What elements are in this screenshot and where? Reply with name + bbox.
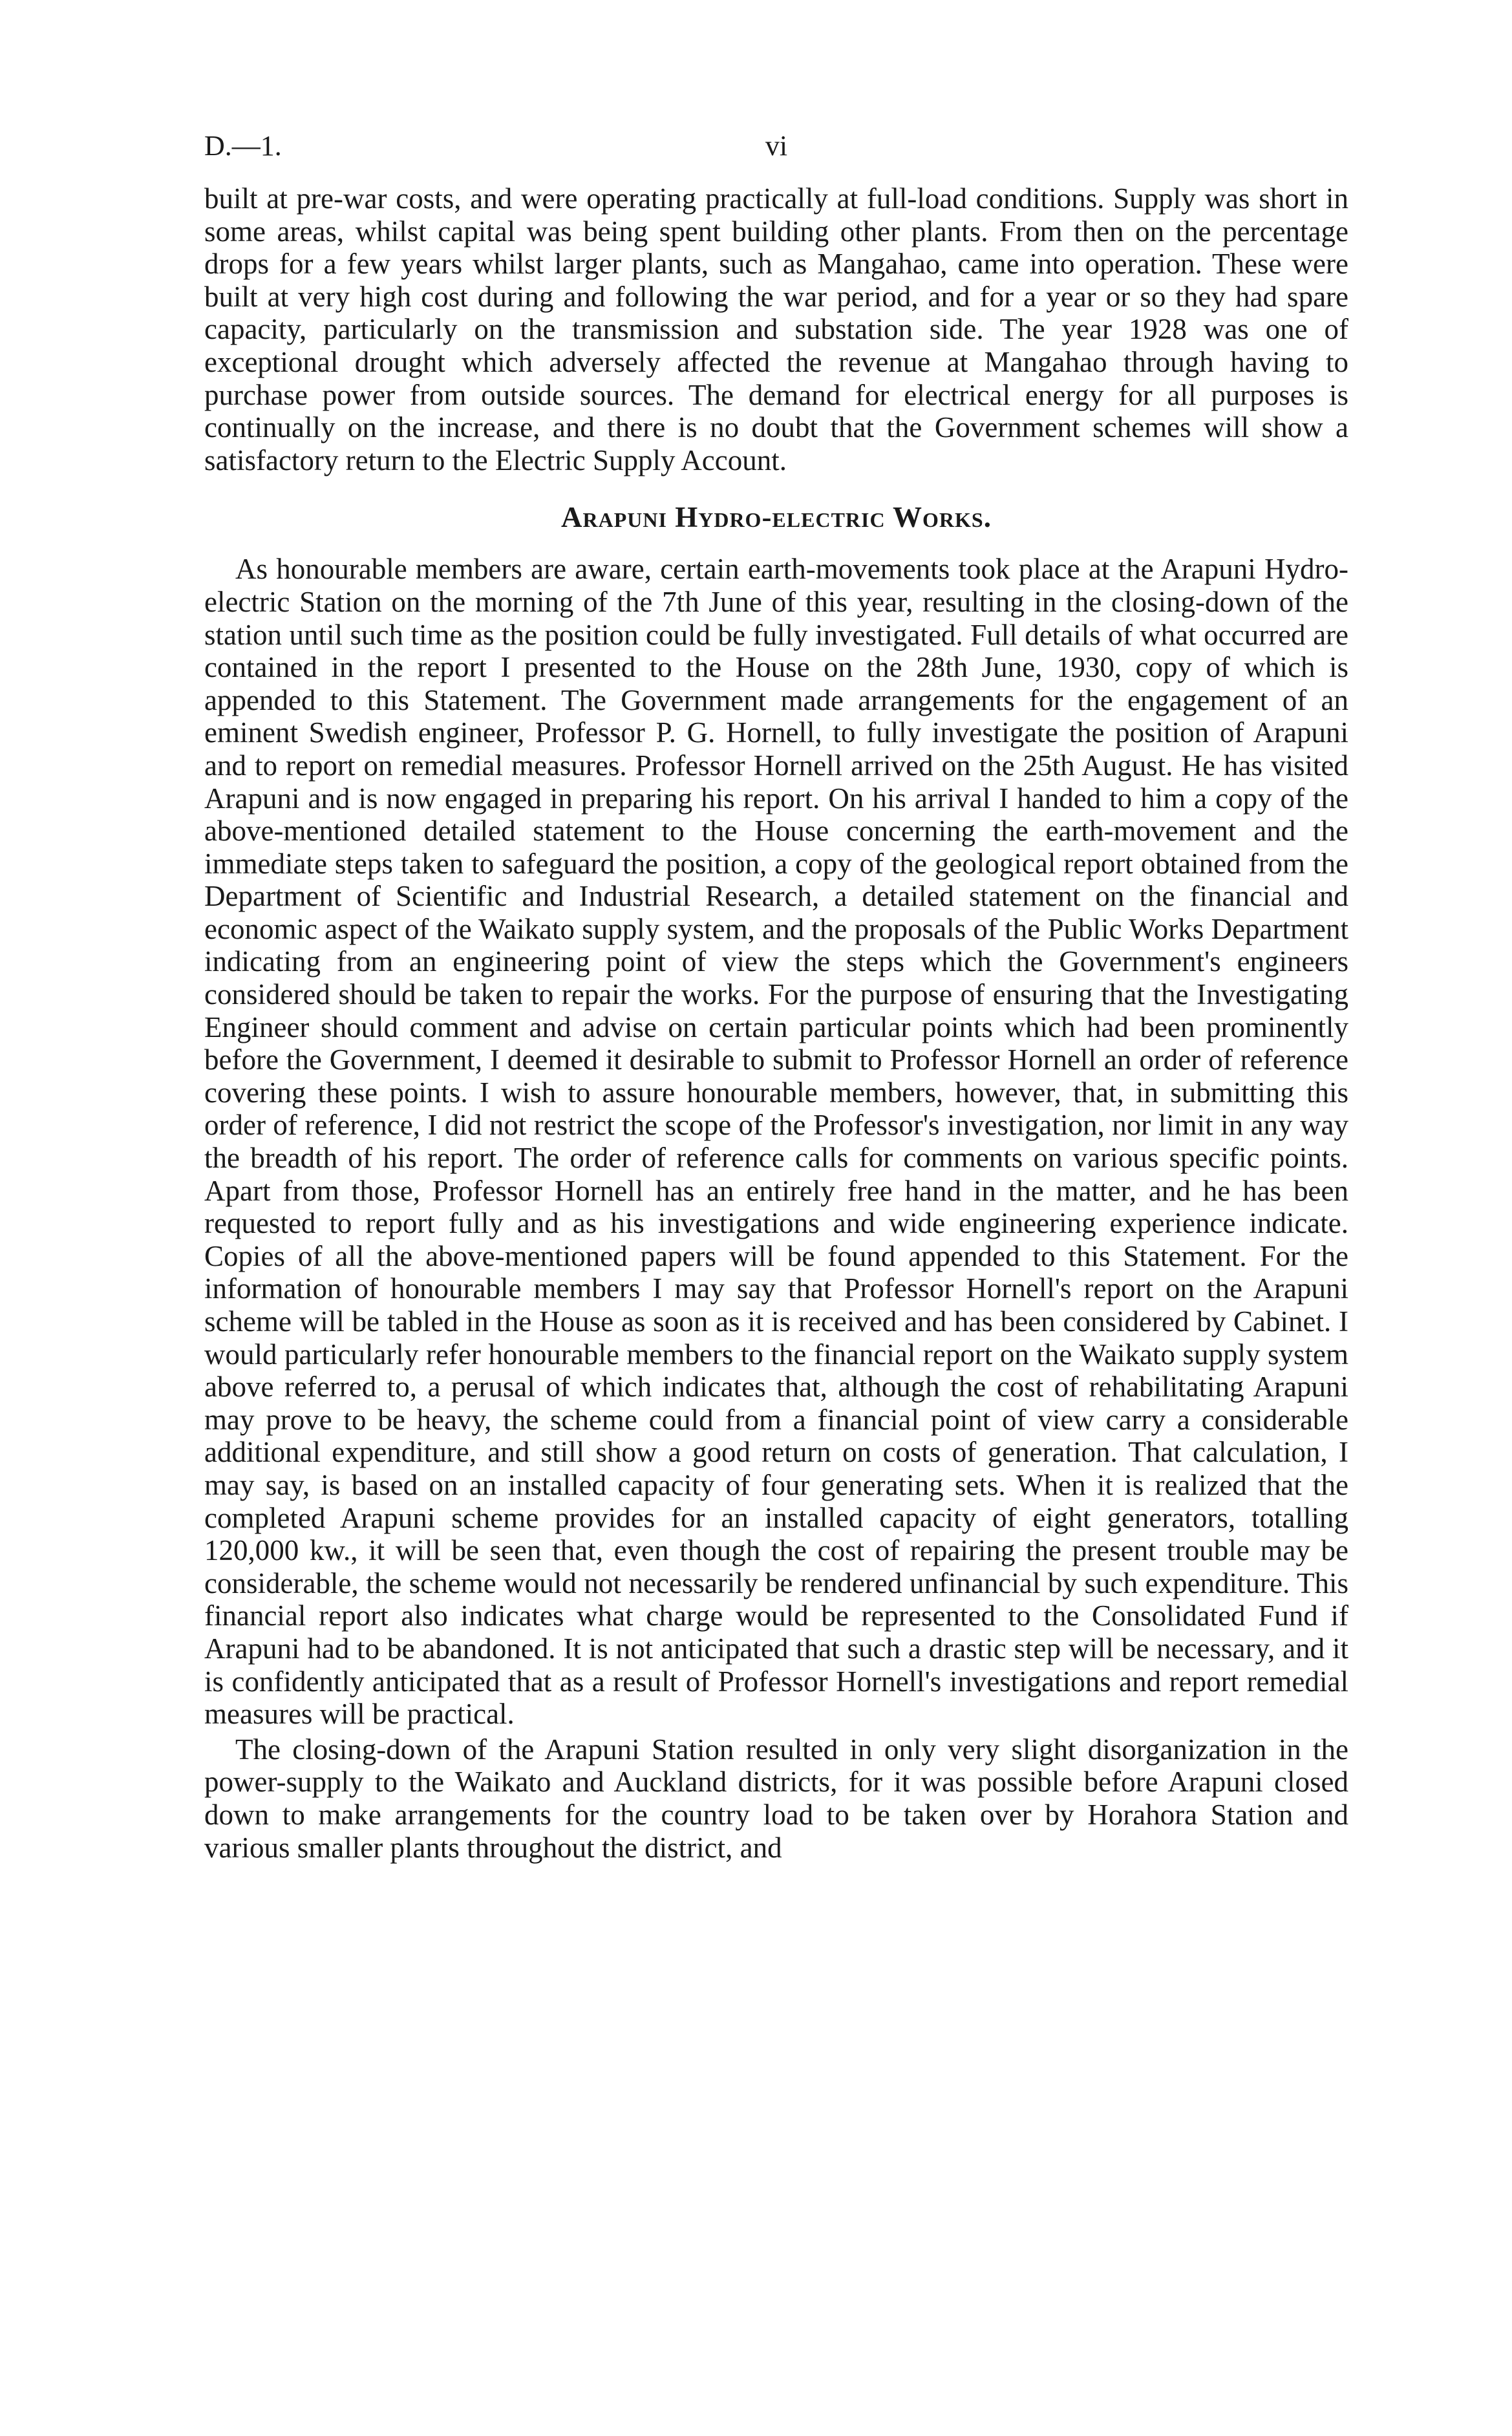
page-number: vi [765, 130, 788, 162]
section-heading: Arapuni Hydro-electric Works. [561, 501, 992, 534]
paragraph-arapuni-statement: As honourable members are aware, certain earth-movements took place at the Arapuni Hydro-electric Station on the morning of the 7th June of this year, resulting in the closing-down of the station until such time as the position could be fully investigated. Full details of what occurred are contained in the report I presented to the House on the 28th June, 1930, copy of which is appended to this Statement. The Government made arrangements for the engagement of an eminent Swedish engineer, Professor P. G. Hornell, to fully investigate the position of Arapuni and to report on remedial measures. Professor Hornell arrived on the 25th August. He has visited Arapuni and is now engaged in preparing his report. On his arrival I handed to him a copy of the above-mentioned detailed statement to the House concerning the earth-movement and the immediate steps taken to safeguard the position, a copy of the geological report obtained from the Department of Scientific and Industrial Research, a detailed statement on the financial and economic aspect of the Waikato supply system, and the proposals of the Public Works Department indicating from an engineering point of view the steps which the Government's engineers considered should be taken to repair the works. For the purpose of ensuring that the Investigating Engineer should comment and advise on certain particular points which had been prominently before the Government, I deemed it desirable to submit to Professor Hornell an order of reference covering these points. I wish to assure honourable members, however, that, in submitting this order of reference, I did not restrict the scope of the Professor's investigation, nor limit in any way the breadth of his report. The order of reference calls for comments on various specific points. Apart from those, Professor Hornell has an entirely free hand in the matter, and he has been requested to report fully and as his investigations and wide engineering experience indicate. Copies of all the above-mentioned papers will be found appended to this Statement. For the information of honourable members I may say that Professor Hornell's report on the Arapuni scheme will be tabled in the House as soon as it is received and has been considered by Cabinet. I would particularly refer honourable members to the financial report on the Waikato supply system above referred to, a perusal of which indicates that, although the cost of rehabilitating Arapuni may prove to be heavy, the scheme could from a financial point of view carry a considerable additional expenditure, and still show a good return on costs of generation. That calculation, I may say, is based on an installed capacity of four generating sets. When it is realized that the completed Arapuni scheme provides for an installed capacity of eight generators, totalling 120,000 kw., it will be seen that, even though the cost of repairing the present trouble may be considerable, the scheme would not necessarily be rendered unfinancial by such expenditure. This financial report also indicates what charge would be represented to the Consolidated Fund if Arapuni had to be abandoned. It is not anticipated that such a drastic step will be necessary, and it is confidently anticipated that as a result of Professor Hornell's investigations and report remedial measures will be practical. [204, 553, 1348, 1731]
running-head [204, 127, 1348, 166]
document-reference-code: D.—1. [204, 130, 282, 162]
paragraph-continued: built at pre-war costs, and were operating practically at full-load conditions. Supply was short in some areas, whilst capital was being spent building other plants. From then on the percentage drops for a few years whilst larger plants, such as Mangahao, came into operation. These were built at very high cost during and following the war period, and for a year or so they had spare capacity, particularly on the transmission and substation side. The year 1928 was one of exceptional drought which adversely affected the revenue at Mangahao through having to purchase power from outside sources. The demand for electrical energy for all purposes is continually on the increase, and there is no doubt that the Government schemes will show a satisfactory return to the Electric Supply Account. [204, 182, 1348, 476]
body-text [204, 182, 1348, 1864]
paragraph-closing-down: The closing-down of the Arapuni Station resulted in only very slight disorganization in the power-supply to the Waikato and Auckland districts, for it was possible before Arapuni closed down to make arrangements for the country load to be taken over by Horahora Station and various smaller plants throughout the district, and [204, 1733, 1348, 1864]
